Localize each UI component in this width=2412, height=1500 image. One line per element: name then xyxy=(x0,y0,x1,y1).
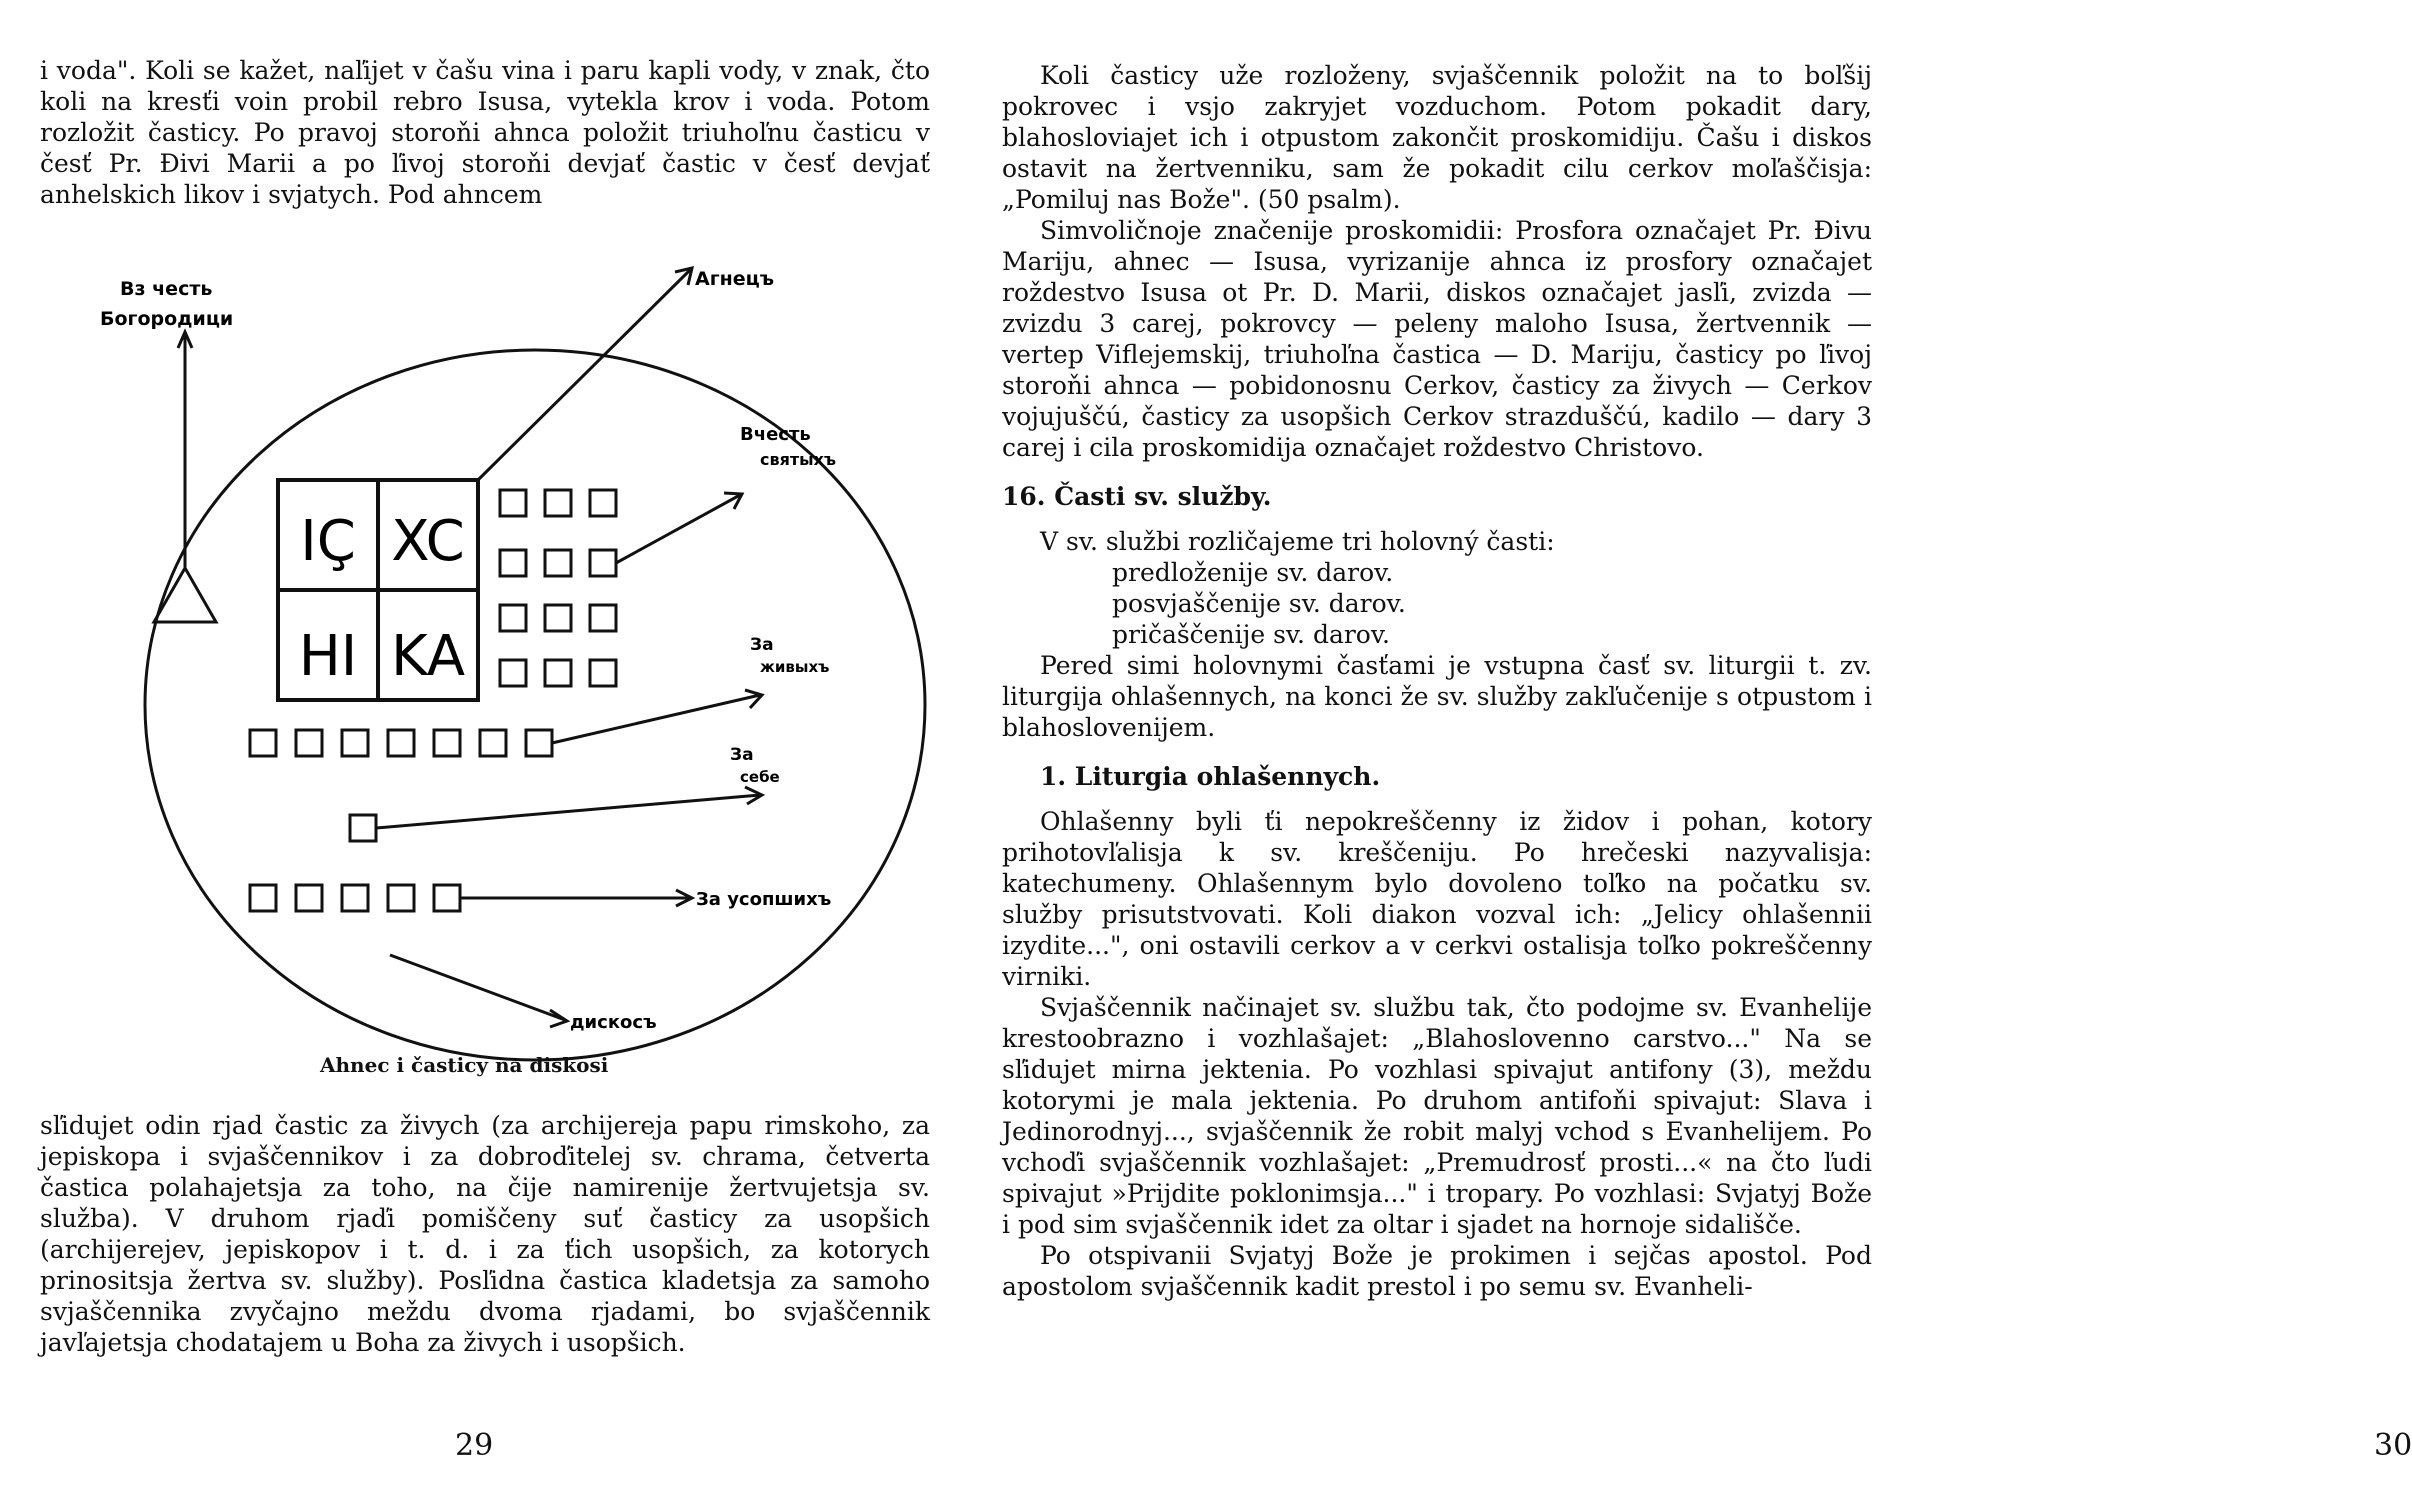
label-departed: За усопшихъ xyxy=(696,889,832,910)
lamb-ic: IÇ xyxy=(300,509,356,574)
page-number-left: 29 xyxy=(455,1428,494,1463)
label-diskos: дискосъ xyxy=(570,1012,657,1033)
saints-particles xyxy=(500,490,616,686)
label-self-line2: себе xyxy=(740,768,780,786)
right-paragraph-6: Po otspivanii Svjatyj Bože je prokimen i sejčas apostol. Pod apostolom svjaščennik kadit prestol i po semu sv. Evanheli- xyxy=(1002,1241,1872,1301)
list-item: pričaščenije sv. darov. xyxy=(1112,620,1390,649)
label-lamb: Агнецъ xyxy=(695,268,775,290)
label-living-line2: живыхъ xyxy=(760,658,830,676)
label-living-line1: За xyxy=(750,635,774,655)
right-paragraph-1: Koli časticy uže rozloženy, svjaščennik položit na to boľšij pokrovec i vsjo zakryjet vozduchom. Potom pokadit dary, blahosloviajet ich i otpustom zakončit proskomidiju. Čašu i diskos ostavit na žertvenniku, sam že pokadit cilu cerkov moľaščisja: „Pomiluj nas Bože". (50 psalm). xyxy=(1002,61,1872,214)
lamb-hi: HI xyxy=(298,624,358,689)
left-top-text xyxy=(40,55,930,210)
self-particle xyxy=(350,815,376,841)
figure-caption: Ahnec i časticy na diskosi xyxy=(320,1053,609,1077)
left-bottom-paragraph: sľidujet odin rjad častic za živych (za archijereja papu rimskoho, za jepiskopa i svjaščennikov i za dobroďitelej sv. chrama, četverta častica polahajetsja za toho, na čije namirenije žertvujetsja sv. služba). V druhom rjaďi pomiščeny suť časticy za usopšich (archijerejev, jepiskopov i t. d. i za ťich usopšich, za kotorych prinositsja žertva sv. služby). Posľidna častica kladetsja za samoho svjaščennika zvyčajno meždu dvoma rjadami, bo svjaščennik javľajetsja chodatajem u Boha za živych i usopšich. xyxy=(40,1111,930,1357)
list-intro: V sv. službi rozličajeme tri holovný časti: xyxy=(1040,527,1555,556)
section-heading-1: 1. Liturgia ohlašennych. xyxy=(1040,762,1381,791)
label-virgin-line1: Вз честь xyxy=(120,278,213,300)
label-saints-line2: святыхъ xyxy=(760,450,836,469)
list-item: predloženije sv. darov. xyxy=(1112,558,1394,587)
departed-particles xyxy=(250,885,460,911)
right-page xyxy=(956,0,2412,1500)
page-number-right: 30 xyxy=(2374,1428,2412,1463)
right-paragraph-2: Simvoličnoje značenije proskomidii: Prosfora označajet Pr. Đivu Mariju, ahnec — Isusa, vyrizanije ahnca iz prosfory označajet roždestvo Isusa ot Pr. D. Marii, diskos označajet jasľi, zvizda — zvizdu 3 carej, pokrovcy — peleny maloho Isusa, žertvennik — vertep Viflejemskij, triuhoľna častica — D. Mariju, časticy po ľivoj storoňi ahnca — pobidonosnu Cerkov, časticy za živych — Cerkov vojujuščú, časticy za usopšich Cerkov strazduščú, kadilo — dary 3 carej i cila proskomidija označajet roždestvo Christovo. xyxy=(1002,216,1872,462)
label-saints-line1: Вчесть xyxy=(740,424,811,445)
left-top-paragraph: i voda". Koli se kažet, naľijet v čašu vina i paru kapli vody, v znak, čto koli na kresťi voin probil rebro Isusa, vytekla krov i voda. Potom rozložit časticy. Po pravoj storoňi ahnca položit triuhoľnu časticu v česť Pr. Đivi Marii a po ľivoj storoňi devjať častic v česť devjať anhelskich likov i svjatych. Pod ahncem xyxy=(40,56,930,209)
left-bottom-text xyxy=(40,1110,930,1358)
lamb-ka: KA xyxy=(390,624,466,689)
living-particles xyxy=(250,730,552,756)
label-virgin-line2: Богородици xyxy=(100,308,234,330)
label-self-line1: За xyxy=(730,745,754,765)
left-page xyxy=(0,0,956,1500)
list-item: posvjaščenije sv. darov. xyxy=(1112,589,1406,618)
parts-list xyxy=(1002,557,1872,650)
right-paragraph-4: Ohlašenny byli ťi nepokreščenny iz židov i pohan, kotory prihotovľalisja k sv. kreščeniju. Po hrečeski nazyvalisja: katechumeny. Ohlašennym bylo dovoleno toľko na počatku sv. služby prisutstvovati. Koli diakon vozval ich: „Jelicy ohlašennii izydite...", oni ostavili cerkov a v cerkvi ostalisja toľko pokreščenny virniki. xyxy=(1002,807,1872,991)
lamb-square xyxy=(278,480,478,700)
section-heading-16: 16. Časti sv. služby. xyxy=(1002,482,1272,511)
right-text xyxy=(1002,60,1872,1302)
right-paragraph-3: Pered simi holovnymi časťami je vstupna časť sv. liturgii t. zv. liturgija ohlašennych, na konci že sv. služby zakľučenije s otpustom i blahoslovenijem. xyxy=(1002,651,1872,742)
right-paragraph-5: Svjaščennik načinajet sv. službu tak, čto podojme sv. Evanhelije krestoobrazno i vozhlašajet: „Blahoslovenno carstvo..." Na se sľidujet mirna jektenia. Po vozhlasi spivajut antifony (3), meždu kotorymi je mala jektenia. Po druhom antifoňi spivajut: Slava i Jedinorodnyj..., svjaščennik že robit malyj vchod s Evanhelijem. Po vchoďi svjaščennik vozhlašajet: „Premudrosť prosti...« na čto ľudi spivajut »Prijdite poklonimsja..." i tropary. Po vozhlasi: Svjatyj Bože i pod sim svjaščennik idet za oltar i sjadet na hornoje sidališče. xyxy=(1002,993,1872,1239)
lamb-xc: XC xyxy=(391,509,465,574)
diskos-diagram xyxy=(100,250,920,1040)
